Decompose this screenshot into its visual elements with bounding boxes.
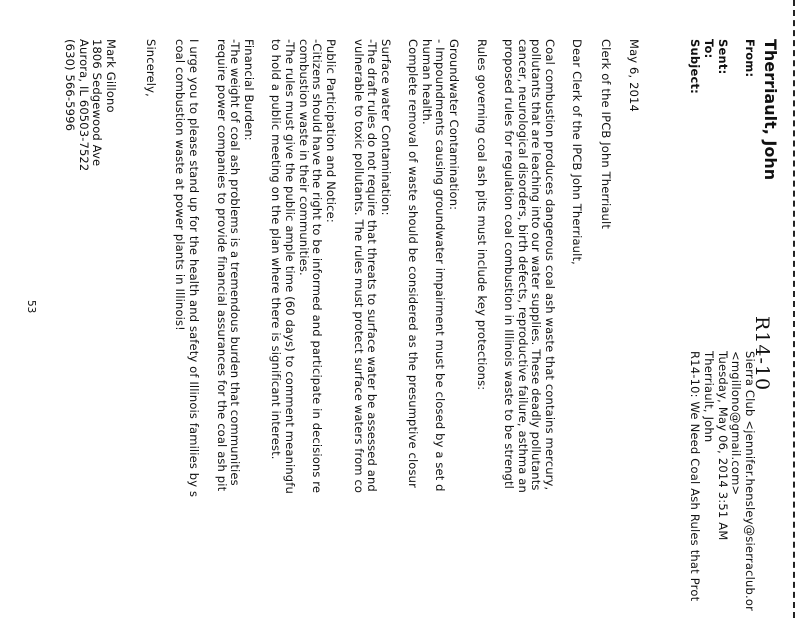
public-participation-section <box>269 39 337 494</box>
intro-line: cancer, neurological disorders, birth defects, reproductive failure, asthma an <box>515 39 530 493</box>
from-value: Sierra Club <jennifer.hensley@sierraclub.or <box>743 351 757 612</box>
letter-date: May 6, 2014 <box>627 39 641 112</box>
section-heading: Financial Burden: <box>242 39 256 141</box>
signature-line: Aurora, IL 60503-7522 <box>76 39 91 172</box>
section-heading: Groundwater Contamination: <box>447 39 461 211</box>
signature-line: Mark Gillono <box>104 39 118 113</box>
header-rule <box>790 0 795 618</box>
subject-label: Subject: <box>688 39 702 94</box>
closing-request <box>173 39 200 497</box>
sign-off: Sincerely, <box>144 39 158 97</box>
to-value: Therriault, John <box>702 351 716 443</box>
to-label: To: <box>702 39 716 59</box>
signature-line: (630) 566-5996 <box>62 39 77 132</box>
letter-recipient: Clerk of the IPCB John Therriault <box>599 39 613 229</box>
section-line: vulnerable to toxic pollutants. The rules must protect surface waters from co <box>351 39 366 494</box>
section-line: human health. <box>419 39 434 125</box>
sent-value: Tuesday, May 06, 2014 3:51 AM <box>716 351 730 541</box>
section-line: -The weight of coal ash problems is a tremendous burden that communities <box>228 39 243 486</box>
intro-line: Coal combustion produces dangerous coal ash waste that contains mercury, <box>543 39 557 491</box>
intro-paragraph <box>501 39 556 493</box>
page-number: 53 <box>25 300 37 314</box>
section-line: -The draft rules do not require that threats to surface water be assessed and <box>365 39 380 492</box>
signature-block <box>62 39 117 171</box>
section-line: -The rules must give the public ample time (60 days) to comment meaningfu <box>282 39 297 494</box>
section-line: require power companies to provide financial assurances for the coal ash pit <box>214 39 229 492</box>
section-heading: Public Participation and Notice: <box>324 39 338 223</box>
intro-line: pollutants that are leaching into our water supplies. These deadly pollutants <box>529 39 544 491</box>
section-line: -Citizens should have the right to be informed and participate in decisions re <box>310 39 325 494</box>
section-line: combustion waste in their communities. <box>296 39 311 276</box>
groundwater-section <box>405 39 460 492</box>
section-line: to hold a public meeting on the plan where there is significant interest. <box>269 39 284 460</box>
signature-line: 1806 Sedgewood Ave <box>90 39 105 167</box>
section-line: Complete removal of waste should be considered as the presumptive closur <box>405 39 420 488</box>
exhibit-number: R14-10 <box>751 316 773 392</box>
surface-water-section <box>351 39 392 493</box>
sent-label: Sent: <box>716 39 730 75</box>
letter-salutation: Dear Clerk of the IPCB John Therriault, <box>570 39 584 265</box>
sender-name: Therriault, John <box>761 39 780 181</box>
subject-value: R14-10: We Need Coal Ash Rules that Prot <box>688 351 702 602</box>
rules-intro: Rules governing coal ash pits must include key protections: <box>475 39 489 391</box>
closing-line: I urge you to please stand up for the health and safety of Illinois families by s <box>187 39 201 498</box>
from-value-email: <mgillono@gmail.com> <box>729 351 743 496</box>
section-heading: Surface water Contamination: <box>379 39 393 216</box>
financial-section <box>214 39 255 491</box>
section-line: - Impoundments causing groundwater impairment must be closed by a set d <box>433 39 448 492</box>
intro-line: proposed rules for regulation coal combustion in Illinois waste to be strengtl <box>501 39 516 489</box>
from-label: From: <box>743 39 757 78</box>
closing-line: coal combustion waste at power plants in Illinois! <box>173 39 188 331</box>
